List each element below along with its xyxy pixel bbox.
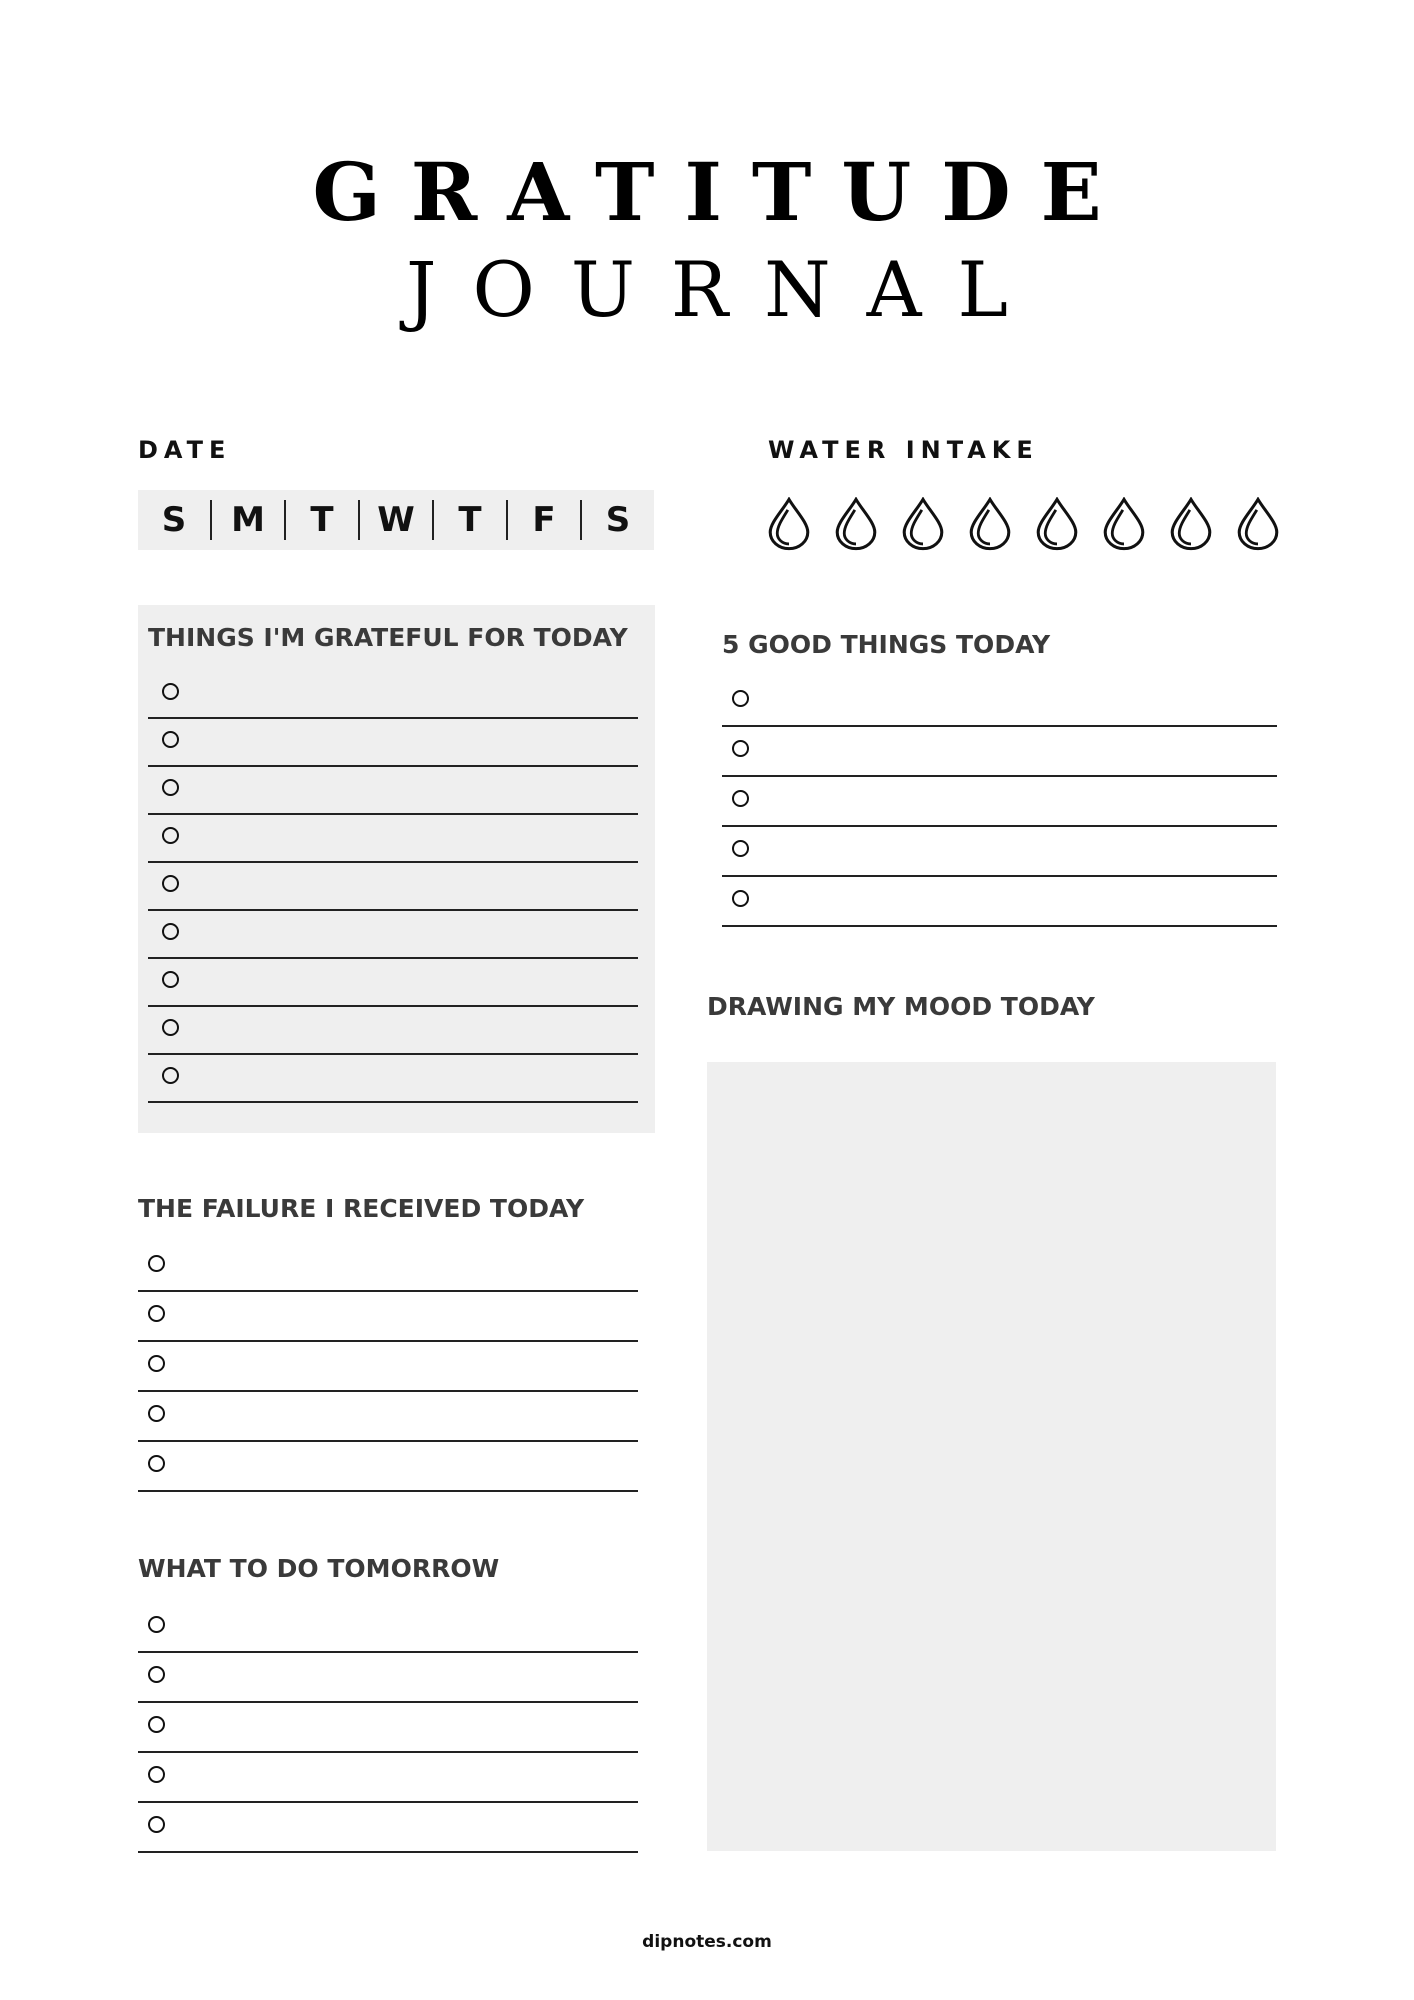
grateful-line[interactable] [148,863,638,911]
grateful-line[interactable] [148,959,638,1007]
checkbox-circle-icon[interactable] [162,875,179,892]
checkbox-circle-icon[interactable] [162,1019,179,1036]
checkbox-circle-icon[interactable] [148,1716,165,1733]
date-label: DATE [138,436,232,464]
day-friday[interactable]: F [506,500,580,540]
day-saturday[interactable]: S [580,500,654,540]
tomorrow-line[interactable] [138,1803,638,1853]
day-wednesday[interactable]: W [358,500,432,540]
footer-website: dipnotes.com [642,1932,772,1952]
tomorrow-line[interactable] [138,1753,638,1803]
tomorrow-line[interactable] [138,1653,638,1703]
day-selector [138,490,654,550]
failure-list [138,1242,638,1492]
water-drop-tracker [765,497,1282,551]
checkbox-circle-icon[interactable] [148,1616,165,1633]
water-drop-icon[interactable] [1033,497,1081,551]
mood-title: DRAWING MY MOOD TODAY [707,992,1095,1021]
water-intake-label: WATER INTAKE [768,436,1039,464]
good-things-list [722,677,1277,927]
good-thing-line[interactable] [722,877,1277,927]
failure-title: THE FAILURE I RECEIVED TODAY [138,1194,585,1223]
grateful-line[interactable] [148,1055,638,1103]
checkbox-circle-icon[interactable] [148,1666,165,1683]
good-thing-line[interactable] [722,677,1277,727]
grateful-line[interactable] [148,671,638,719]
tomorrow-line[interactable] [138,1703,638,1753]
water-drop-icon[interactable] [1167,497,1215,551]
failure-line[interactable] [138,1242,638,1292]
checkbox-circle-icon[interactable] [162,1067,179,1084]
day-monday[interactable]: M [210,500,284,540]
water-drop-icon[interactable] [899,497,947,551]
grateful-line[interactable] [148,719,638,767]
checkbox-circle-icon[interactable] [732,790,749,807]
checkbox-circle-icon[interactable] [162,827,179,844]
title-line-2: JOURNAL [406,245,1044,334]
grateful-line[interactable] [148,911,638,959]
checkbox-circle-icon[interactable] [162,731,179,748]
title-line-1: GRATITUDE [312,145,1132,239]
failure-line[interactable] [138,1292,638,1342]
checkbox-circle-icon[interactable] [162,971,179,988]
checkbox-circle-icon[interactable] [148,1255,165,1272]
water-drop-icon[interactable] [832,497,880,551]
checkbox-circle-icon[interactable] [732,890,749,907]
failure-line[interactable] [138,1342,638,1392]
checkbox-circle-icon[interactable] [148,1766,165,1783]
tomorrow-list [138,1603,638,1853]
good-thing-line[interactable] [722,827,1277,877]
day-thursday[interactable]: T [432,500,506,540]
water-drop-icon[interactable] [765,497,813,551]
checkbox-circle-icon[interactable] [162,923,179,940]
water-drop-icon[interactable] [1100,497,1148,551]
checkbox-circle-icon[interactable] [148,1405,165,1422]
failure-line[interactable] [138,1392,638,1442]
good-things-title: 5 GOOD THINGS TODAY [722,630,1051,659]
day-sunday[interactable]: S [161,500,187,540]
water-drop-icon[interactable] [966,497,1014,551]
checkbox-circle-icon[interactable] [148,1355,165,1372]
grateful-line[interactable] [148,1007,638,1055]
good-thing-line[interactable] [722,777,1277,827]
grateful-line[interactable] [148,767,638,815]
day-tuesday[interactable]: T [284,500,358,540]
checkbox-circle-icon[interactable] [732,690,749,707]
checkbox-circle-icon[interactable] [732,840,749,857]
tomorrow-line[interactable] [138,1603,638,1653]
grateful-list [148,671,638,1103]
checkbox-circle-icon[interactable] [162,779,179,796]
good-thing-line[interactable] [722,727,1277,777]
tomorrow-title: WHAT TO DO TOMORROW [138,1554,500,1583]
checkbox-circle-icon[interactable] [148,1305,165,1322]
grateful-line[interactable] [148,815,638,863]
checkbox-circle-icon[interactable] [162,683,179,700]
grateful-title: THINGS I'M GRATEFUL FOR TODAY [148,623,628,652]
checkbox-circle-icon[interactable] [148,1816,165,1833]
failure-line[interactable] [138,1442,638,1492]
mood-drawing-area[interactable] [707,1062,1276,1851]
water-drop-icon[interactable] [1234,497,1282,551]
checkbox-circle-icon[interactable] [148,1455,165,1472]
checkbox-circle-icon[interactable] [732,740,749,757]
